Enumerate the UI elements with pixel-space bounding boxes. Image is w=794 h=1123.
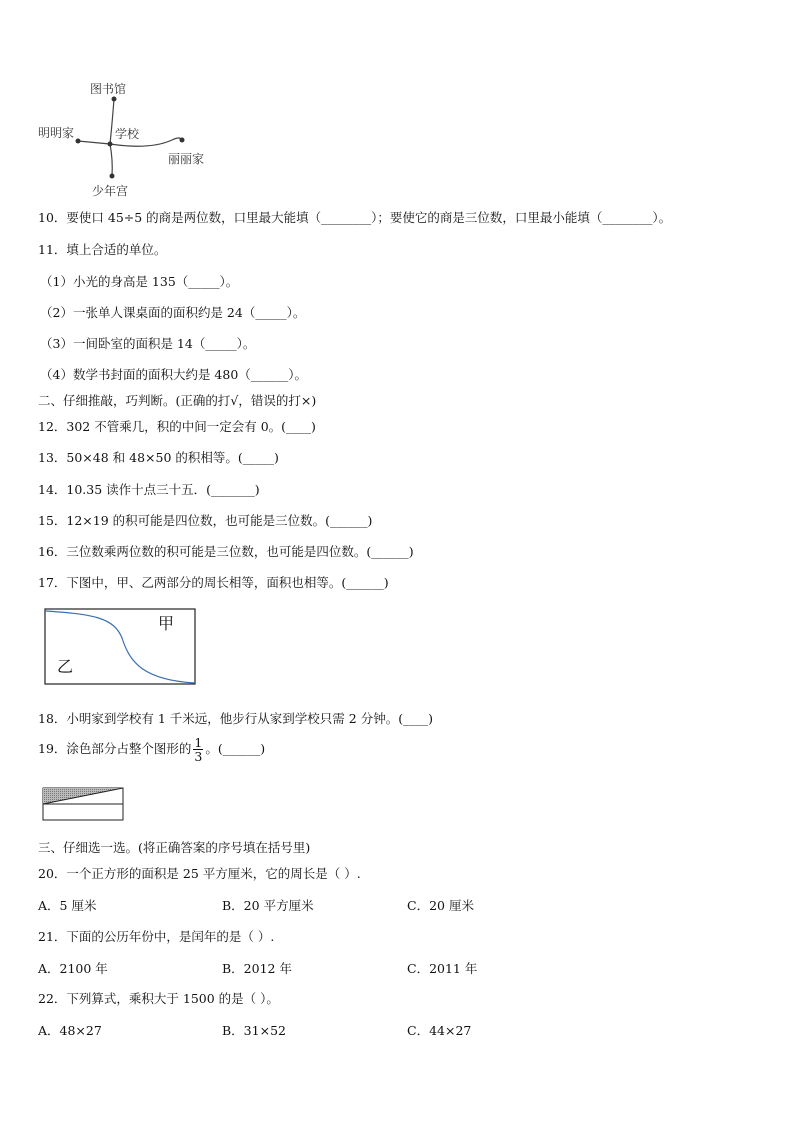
question-22-option-b: B．31×52 — [222, 1023, 286, 1038]
question-21: 21．下面的公历年份中，是闰年的是（ ）. — [38, 929, 275, 944]
figure-19 — [42, 787, 132, 827]
question-22-option-c: C．44×27 — [407, 1023, 472, 1038]
question-11-item-1: （1）小光的身高是 135（_____）。 — [40, 274, 239, 289]
map-label-mingming: 明明家 — [38, 126, 75, 140]
map-lines — [0, 0, 794, 200]
question-15: 15．12×19 的积可能是四位数，也可能是三位数。(______) — [38, 513, 373, 528]
fraction-one-third — [193, 736, 203, 763]
question-21-option-b: B．2012 年 — [222, 961, 292, 976]
question-17: 17．下图中，甲、乙两部分的周长相等，面积也相等。(______) — [38, 575, 389, 590]
figure-17-label-yi: 乙 — [57, 657, 74, 676]
map-label-youth-palace: 少年宫 — [92, 184, 129, 198]
question-10: 10．要使口 45÷5 的商是两位数，口里最大能填（________）；要使它的商是三位数，口里最小能填（________）。 — [38, 210, 672, 225]
section-3-heading: 三、仔细选一选。(将正确答案的序号填在括号里) — [38, 840, 311, 855]
question-22: 22．下列算式，乘积大于 1500 的是（ ）。 — [38, 991, 279, 1006]
question-21-option-a: A．2100 年 — [38, 961, 108, 976]
map-label-lili: 丽丽家 — [168, 152, 205, 166]
question-22-option-a: A．48×27 — [38, 1023, 102, 1038]
question-11-item-3: （3）一间卧室的面积是 14（_____）。 — [40, 336, 256, 351]
question-11-item-4: （4）数学书封面的面积大约是 480（______）。 — [40, 367, 308, 382]
question-20-option-b: B．20 平方厘米 — [222, 898, 314, 913]
fraction-denominator: 3 — [194, 749, 203, 764]
question-11-title: 11．填上合适的单位。 — [38, 242, 167, 257]
question-11-item-2: （2）一张单人课桌面的面积约是 24（_____）。 — [40, 305, 306, 320]
question-19-prefix: 19．涂色部分占整个图形的 — [38, 741, 192, 756]
question-12: 12．302 不管乘几，积的中间一定会有 0。(____) — [38, 419, 316, 434]
question-20-option-c: C．20 厘米 — [407, 898, 474, 913]
fraction-numerator: 1 — [194, 735, 203, 750]
figure-17-label-jia: 甲 — [158, 614, 175, 633]
map-label-school: 学校 — [115, 127, 140, 141]
question-20: 20．一个正方形的面积是 25 平方厘米，它的周长是（ ）. — [38, 866, 361, 881]
question-14: 14．10.35 读作十点三十五．(_______) — [38, 482, 260, 497]
question-16: 16．三位数乘两位数的积可能是三位数，也可能是四位数。(______) — [38, 544, 414, 559]
section-2-heading: 二、仔细推敲，巧判断。(正确的打√，错误的打×) — [38, 393, 317, 408]
map-label-library: 图书馆 — [90, 82, 127, 96]
question-19 — [38, 736, 265, 763]
question-18: 18．小明家到学校有 1 千米远，他步行从家到学校只需 2 分钟。(____) — [38, 711, 433, 726]
question-21-option-c: C．2011 年 — [407, 961, 478, 976]
question-19-suffix: 。(______) — [205, 741, 266, 756]
question-13: 13．50×48 和 48×50 的积相等。(_____) — [38, 450, 279, 465]
question-20-option-a: A．5 厘米 — [38, 898, 97, 913]
